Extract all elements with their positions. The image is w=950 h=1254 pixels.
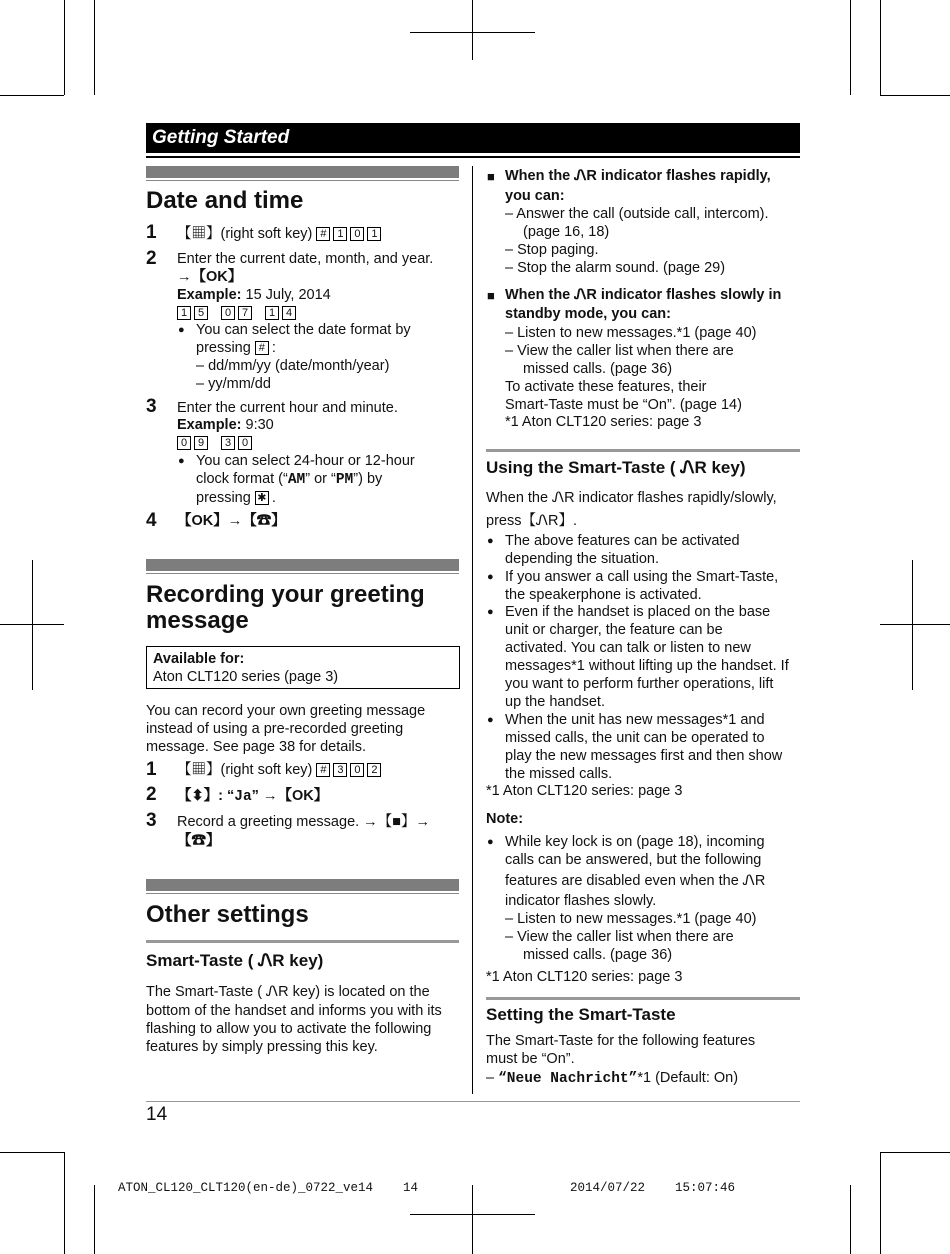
step-text: 【▦】(right soft key) <box>177 762 313 778</box>
subsection-rule <box>486 449 800 452</box>
section-rule <box>146 893 459 894</box>
crop-mark <box>94 1185 95 1254</box>
crop-mark <box>472 0 473 60</box>
bullet-item: ● While key lock is on (page 18), incoming <box>505 834 765 852</box>
text: pressing <box>196 340 251 356</box>
key-icon: 9 <box>194 436 208 450</box>
date-time-title: Date and time <box>146 187 304 214</box>
crop-mark <box>850 1185 851 1254</box>
column-divider <box>472 166 473 1094</box>
page-number: 14 <box>146 1104 168 1125</box>
bullet-continuation: the missed calls. <box>505 766 613 782</box>
example <box>177 287 331 305</box>
dash-item <box>486 1070 738 1089</box>
example-value: 15 July, 2014 <box>245 287 331 303</box>
text: ”) by <box>353 471 383 487</box>
key-icon: 0 <box>221 306 235 320</box>
step-text: 【☎】 <box>177 833 221 849</box>
step-text: 【OK】→【☎】 <box>177 513 286 529</box>
bullet-item: ● You can select 24-hour or 12-hour <box>196 453 415 471</box>
mono-text: AM <box>287 472 306 488</box>
heading-continuation: standby mode, you can: <box>505 306 671 322</box>
crop-mark <box>0 1152 64 1153</box>
footnote: *1 Aton CLT120 series: page 3 <box>486 969 683 985</box>
crop-mark <box>880 624 950 625</box>
example-value: 9:30 <box>245 417 274 433</box>
dash-item: – Stop paging. <box>505 242 599 258</box>
paragraph: You can record your own greeting message <box>146 703 426 719</box>
key-icon: 1 <box>177 306 191 320</box>
dash-continuation: missed calls. (page 36) <box>523 947 673 963</box>
bullet-continuation: features are disabled even when the ᏁR <box>505 873 766 889</box>
crop-mark <box>94 0 95 95</box>
crop-mark <box>410 32 535 33</box>
key-icon: 1 <box>265 306 279 320</box>
step-text: Record a greeting message. →【■】→ <box>177 814 430 830</box>
dash-item: – Listen to new messages.*1 (page 40) <box>505 911 757 927</box>
header-rule <box>146 156 800 158</box>
bullet-item: ● When the unit has new messages*1 and <box>505 712 765 730</box>
text: ” or “ <box>305 471 336 487</box>
bullet-continuation: the speakerphone is activated. <box>505 587 702 603</box>
mono-text: “Neue Nachricht” <box>498 1071 638 1087</box>
bullet-item: ● The above features can be activated <box>505 533 740 551</box>
bullet-continuation: missed calls, the unit can be operated to <box>505 730 765 746</box>
text: pressing <box>196 490 251 506</box>
key-icon: 0 <box>350 227 364 241</box>
timestamp: 2014/07/22 15:07:46 <box>570 1181 736 1195</box>
dash-item: – dd/mm/yy (date/month/year) <box>196 358 390 374</box>
crop-mark <box>64 0 65 95</box>
subsection-rule <box>486 997 800 1000</box>
key-icon: 4 <box>282 306 296 320</box>
bullet-item: ● You can select the date format by <box>196 322 411 340</box>
dash-item: – yy/mm/dd <box>196 376 271 392</box>
paragraph: instead of using a pre-recorded greeting <box>146 721 404 737</box>
paragraph: features by simply pressing this key. <box>146 1039 378 1055</box>
example-label: Example: <box>177 417 242 433</box>
step-number: 1 <box>146 759 157 780</box>
paragraph: message. See page 38 for details. <box>146 739 367 755</box>
section-bar <box>146 559 459 571</box>
bullet-continuation: messages*1 without lifting up the handset. If <box>505 658 789 674</box>
subsection-rule <box>146 940 459 943</box>
crop-mark <box>880 95 950 96</box>
example <box>177 417 274 435</box>
crop-mark <box>880 0 881 95</box>
step-number: 3 <box>146 810 157 831</box>
dash-item: – View the caller list when there are <box>505 929 734 945</box>
bullet-continuation: you want to perform further operations, lift <box>505 676 774 692</box>
bullet-continuation: pressing # : <box>196 340 276 356</box>
mono-text: PM <box>335 472 354 488</box>
bullet-continuation: unit or charger, the feature can be <box>505 622 723 638</box>
key-sequence <box>177 435 255 453</box>
dash-item: – Listen to new messages.*1 (page 40) <box>505 325 757 341</box>
bullet-continuation: play the new messages first and then show <box>505 748 783 764</box>
step-number: 3 <box>146 396 157 417</box>
greeting-step1 <box>177 762 384 780</box>
dash-item: – View the caller list when there are <box>505 343 734 359</box>
step-number: 1 <box>146 222 157 243</box>
crop-mark <box>0 95 64 96</box>
note-label: Note: <box>486 811 524 827</box>
paragraph: Smart-Taste must be “On”. (page 14) <box>505 397 742 413</box>
key-icon: 1 <box>333 227 347 241</box>
key-icon: 3 <box>221 436 235 450</box>
crop-mark <box>32 560 33 690</box>
key-icon: 2 <box>367 763 381 777</box>
text: – <box>486 1070 499 1086</box>
text: *1 (Default: On) <box>637 1070 739 1086</box>
other-settings-title: Other settings <box>146 901 309 928</box>
bullet-continuation: depending the situation. <box>505 551 659 567</box>
key-icon: 0 <box>350 763 364 777</box>
key-icon: # <box>316 763 330 777</box>
paragraph: press【ᏁR】. <box>486 513 578 529</box>
paragraph: flashing to allow you to activate the following <box>146 1021 432 1037</box>
availability-label: Available for: <box>153 651 245 667</box>
text: 【⬍】: “ <box>177 788 235 804</box>
paragraph: The Smart-Taste ( ᏁR key) is located on the <box>146 984 430 1000</box>
bullet-item: ● Even if the handset is placed on the base <box>505 604 770 622</box>
section-bar <box>146 879 459 891</box>
step-text: Enter the current hour and minute. <box>177 400 398 416</box>
section-rule <box>146 180 459 181</box>
key-icon: # <box>255 341 269 355</box>
key-icon: 0 <box>177 436 191 450</box>
greeting-step2 <box>177 788 328 807</box>
dash-item: – Stop the alarm sound. (page 29) <box>505 260 726 276</box>
smart-taste-title: Smart-Taste ( ᏁR key) <box>146 951 324 970</box>
key-icon: 5 <box>194 306 208 320</box>
bullet-item: ● If you answer a call using the Smart-Taste, <box>505 569 778 587</box>
crop-mark <box>410 1214 535 1215</box>
dash-continuation: (page 16, 18) <box>523 224 610 240</box>
key-icon: 7 <box>238 306 252 320</box>
key-icon: 1 <box>367 227 381 241</box>
key-icon: 3 <box>333 763 347 777</box>
bullet-continuation: up the handset. <box>505 694 605 710</box>
step-arrow: →【OK】 <box>177 269 243 285</box>
dash-continuation: missed calls. (page 36) <box>523 361 673 377</box>
paragraph: The Smart-Taste for the following features <box>486 1033 756 1049</box>
text: clock format (“ <box>196 471 288 487</box>
greeting-title-line1: Recording your greeting <box>146 581 425 608</box>
bullet-continuation: calls can be answered, but the following <box>505 852 762 868</box>
footnote: *1 Aton CLT120 series: page 3 <box>505 414 702 430</box>
availability-value: Aton CLT120 series (page 3) <box>153 669 339 685</box>
greeting-title-line2: message <box>146 607 249 634</box>
section-rule <box>146 573 459 574</box>
star-key-icon: ✱ <box>255 491 269 505</box>
step-number: 2 <box>146 248 157 269</box>
dash-item: – Answer the call (outside call, intercom). <box>505 206 769 222</box>
file-info: ATON_CL120_CLT120(en-de)_0722_ve14 14 <box>118 1181 419 1195</box>
text: ” →【OK】 <box>251 788 329 804</box>
bullet-continuation <box>196 471 382 490</box>
footnote: *1 Aton CLT120 series: page 3 <box>486 783 683 799</box>
footer-rule <box>146 1101 800 1102</box>
bullet-continuation: indicator flashes slowly. <box>505 893 657 909</box>
paragraph: To activate these features, their <box>505 379 707 395</box>
step-text: 【▦】(right soft key) <box>177 226 313 242</box>
key-icon: 0 <box>238 436 252 450</box>
crop-mark <box>880 1152 881 1254</box>
section-header: Getting Started <box>146 123 800 153</box>
mono-text: Ja <box>234 789 252 805</box>
crop-mark <box>880 1152 950 1153</box>
paragraph: bottom of the handset and informs you with its <box>146 1003 442 1019</box>
crop-mark <box>0 624 64 625</box>
heading-item: ■ When the ᏁR indicator flashes slowly in <box>505 287 781 305</box>
paragraph: When the ᏁR indicator flashes rapidly/slowly, <box>486 490 777 506</box>
key-sequence <box>177 305 299 323</box>
crop-mark <box>850 0 851 95</box>
heading-continuation: you can: <box>505 188 565 204</box>
bullet-continuation: activated. You can talk or listen to new <box>505 640 751 656</box>
step-text: Enter the current date, month, and year. <box>177 251 434 267</box>
crop-mark <box>64 1152 65 1254</box>
section-bar <box>146 166 459 178</box>
step-number: 2 <box>146 784 157 805</box>
using-smart-taste-title: Using the Smart-Taste ( ᏁR key) <box>486 458 746 477</box>
crop-mark <box>912 560 913 690</box>
crop-mark <box>472 1185 473 1254</box>
key-icon: # <box>316 227 330 241</box>
setting-smart-taste-title: Setting the Smart-Taste <box>486 1005 676 1024</box>
bullet-continuation: pressing ✱ . <box>196 490 276 506</box>
date-step1 <box>177 226 384 244</box>
heading-item: ■ When the ᏁR indicator flashes rapidly, <box>505 168 771 186</box>
paragraph: must be “On”. <box>486 1051 575 1067</box>
step-number: 4 <box>146 510 157 531</box>
example-label: Example: <box>177 287 242 303</box>
